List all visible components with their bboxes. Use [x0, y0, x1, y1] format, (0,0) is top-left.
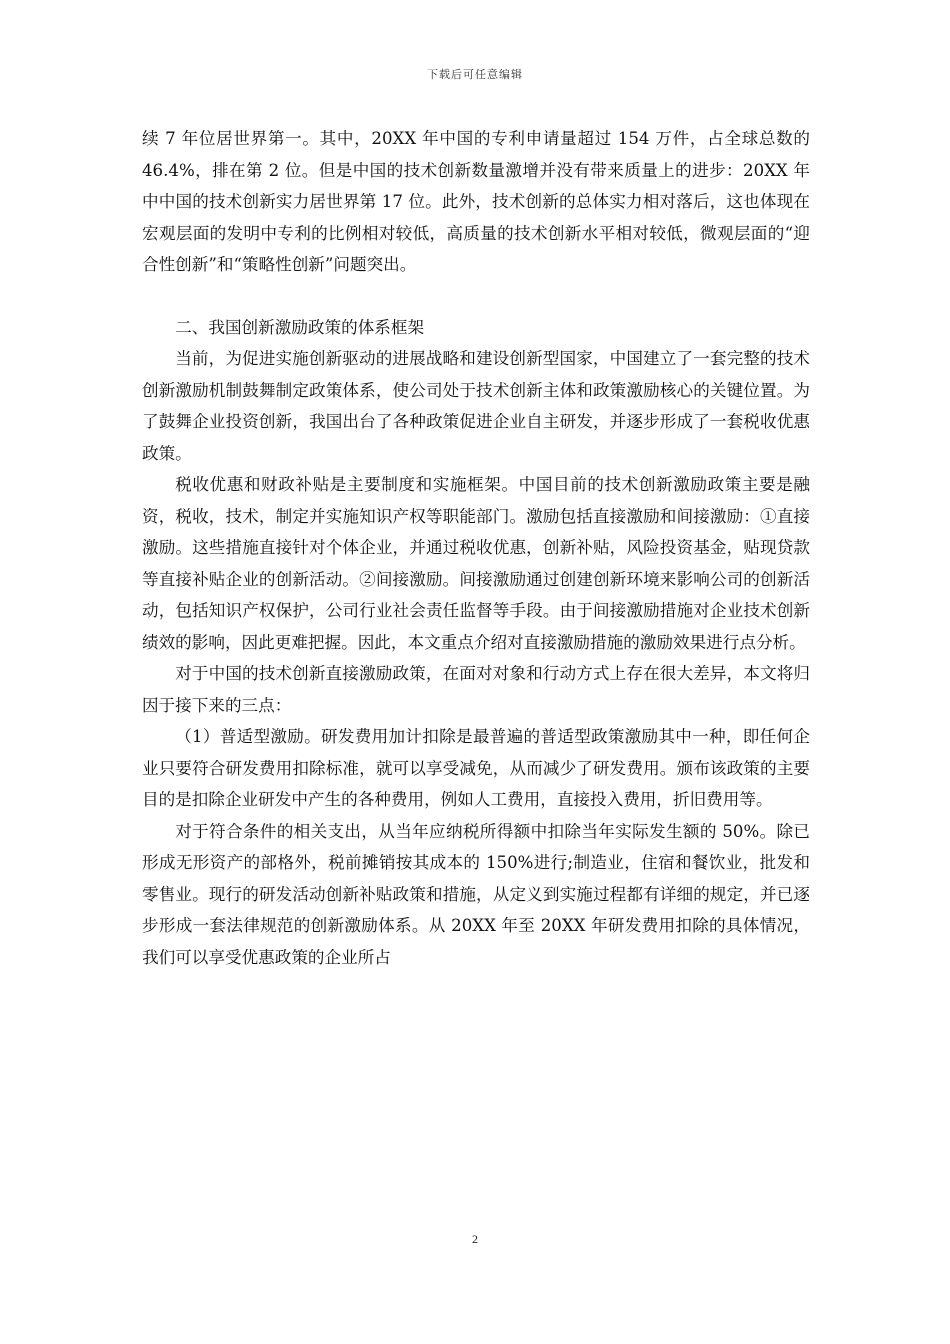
- section-heading: 二、我国创新激励政策的体系框架: [175, 317, 425, 337]
- paragraph: 对于中国的技术创新直接激励政策，在面对对象和行动方式上存在很大差异，本文将归因于接下来的三点：: [142, 664, 810, 715]
- page-header-note: 下载后可任意编辑: [427, 68, 523, 81]
- list-item: （1）普适型激励。研发费用加计扣除是最普遍的普适型政策激励其中一种，即任何企业只要符合研发费用扣除标准，就可以享受减免，从而减少了研发费用。颁布该政策的主要目的是扣除企业研发中产生的各种费用，例如人工费用，直接投入费用，折旧费用等。: [142, 727, 810, 809]
- paragraph: 当前，为促进实施创新驱动的进展战略和建设创新型国家，中国建立了一套完整的技术创新激励机制鼓舞制定政策体系，使公司处于技术创新主体和政策激励核心的关键位置。为了鼓舞企业投资创新，我国出台了各种政策促进企业自主研发，并逐步形成了一套税收优惠政策。: [142, 349, 810, 463]
- paragraph: 税收优惠和财政补贴是主要制度和实施框架。中国目前的技术创新激励政策主要是融资，税收，技术，制定并实施知识产权等职能部门。激励包括直接激励和间接激励：①直接激励。这些措施直接针对个体企业，并通过税收优惠，创新补贴，风险投资基金，贴现贷款等直接补贴企业的创新活动。②间接激励。间接激励通过创建创新环境来影响公司的创新活动，包括知识产权保护，公司行业社会责任监督等手段。由于间接激励措施对企业技术创新绩效的影响，因此更难把握。因此，本文重点介绍对直接激励措施的激励效果进行点分析。: [142, 475, 810, 652]
- page-number: 2: [472, 1232, 478, 1246]
- paragraph: 对于符合条件的相关支出，从当年应纳税所得额中扣除当年实际发生额的 50%。除已形成无形资产的部格外，税前摊销按其成本的 150%进行;制造业，住宿和餐饮业，批发和零售业。现行的研发活动创新补贴政策和措施，从定义到实施过程都有详细的规定，并已逐步形成一套法律规范的创新激励体系。从 20XX 年至 20XX 年研发费用扣除的具体情况，我们可以享受优惠政策的企业所占: [142, 821, 810, 967]
- paragraph: 续 7 年位居世界第一。其中，20XX 年中国的专利申请量超过 154 万件，占全球总数的 46.4%，排在第 2 位。但是中国的技术创新数量激增并没有带来质量上的进步：20XX 年中中国的技术创新实力居世界第 17 位。此外，技术创新的总体实力相对落后，这也体现在宏观层面的发明中专利的比例相对较低，高质量的技术创新水平相对较低，微观层面的“迎合性创新”和“策略性创新”问题突出。: [142, 129, 810, 274]
- document-body: [142, 123, 810, 973]
